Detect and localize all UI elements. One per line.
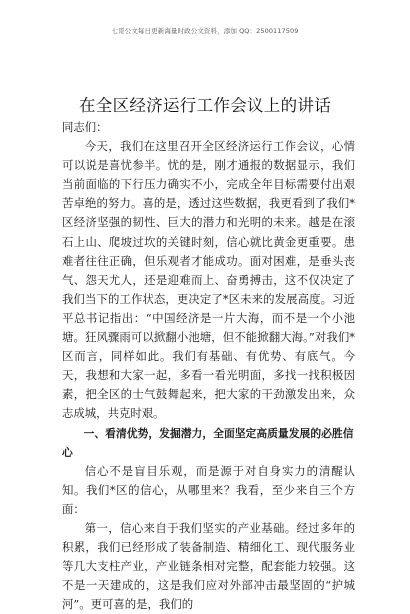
body-paragraph: 第一，信心来自于我们坚实的产业基础。经过多年的积累，我们已经形成了装备制造、精细化工、现代服务业等几大支柱产业，产业链条相对完整，配套能力较强。这不是一天建成的，这是我们应对外部冲击最坚固的“护城河”。更可喜的是，我们的 <box>62 520 355 612</box>
header-note: 七哥公文每日更新海量时政公文资料，添加 QQ：2500117509 <box>111 27 299 35</box>
body-paragraph: 今天，我们在这里召开全区经济运行工作会议，心情可以说是喜忧参半。忧的是，刚才通报的数据显示，我们当前面临的下行压力确实不小，完成全年目标需要付出艰苦卓绝的努力。喜的是，透过这些数据，我更看到了我们*区经济坚强的韧性、巨大的潜力和光明的未来。越是在滚石上山、爬坡过坎的关键时刻，信心就比黄金更重要。患难者往往正确，但乐观者才能成功。面对困难，是垂头丧气、怨天尤人，还是迎难而上、奋勇搏击，这不仅决定了我们当下的工作状态，更决定了*区未来的发展高度。习近平总书记指出：“中国经济是一片大海，而不是一个小池塘。狂风骤雨可以掀翻小池塘，但不能掀翻大海。”对我们*区而言，同样如此。我们有基础、有优势、有底气。今天，我想和大家一起，多看一看光明面，多找一找积极因素，把全区的士气鼓舞起来，把大家的干劲激发出来，众志成城，共克时艰。 <box>62 139 355 421</box>
body-paragraph: 信心不是盲目乐观，而是源于对自身实力的清醒认知。我们*区的信心，从哪里来？我看，至少来自三个方面： <box>62 463 355 516</box>
section-heading: 一、看清优势，发掘潜力，全面坚定高质量发展的必胜信心 <box>62 426 354 459</box>
document-title: 在全区经济运行工作会议上的讲话 <box>79 96 331 115</box>
salutation: 同志们： <box>62 120 108 134</box>
document-body <box>62 118 355 614</box>
